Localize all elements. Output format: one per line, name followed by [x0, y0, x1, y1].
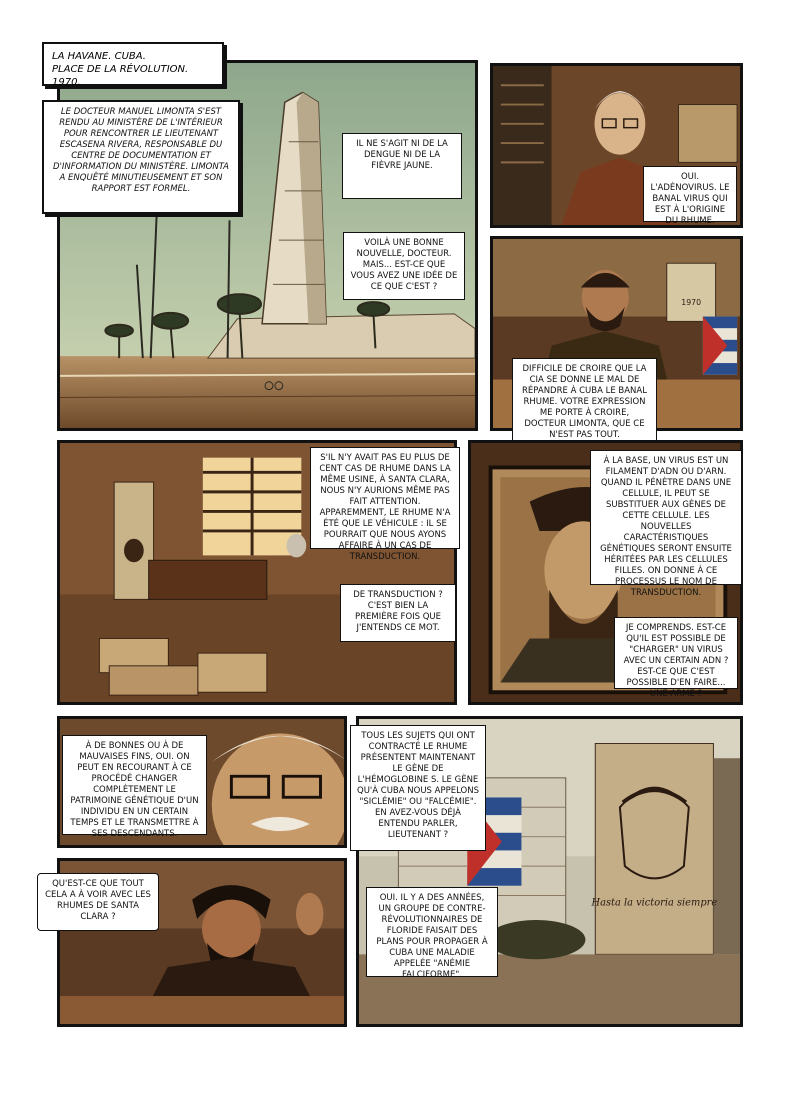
cuban-flag [703, 317, 737, 375]
speech-balloon-arme-question: JE COMPRENDS. EST-CE QU'IL EST POSSIBLE DE "CHARGER" UN VIRUS AVEC UN CERTAIN ADN ? EST-CE QUE C'EST POSSIBLE D'EN FAIRE... UNE ARME ? [614, 617, 738, 689]
speech-balloon-bonne-nouvelle: VOILÀ UNE BONNE NOUVELLE, DOCTEUR. MAIS... EST-CE QUE VOUS AVEZ UNE IDÉE DE CE QUE C'EST ? [343, 232, 465, 300]
speech-balloon-transduction-question: DE TRANSDUCTION ? C'EST BIEN LA PREMIÈRE FOIS QUE J'ENTENDS CE MOT. [340, 584, 456, 642]
speech-balloon-cia: DIFFICILE DE CROIRE QUE LA CIA SE DONNE LE MAL DE RÉPANDRE À CUBA LE BANAL RHUME. VOTRE EXPRESSION ME PORTE À CROIRE, DOCTEUR LIMONTA, QUE CE N'EST PAS TOUT. [512, 358, 657, 441]
speech-balloon-rhumes-santa-clara: QU'EST-CE QUE TOUT CELA A À VOIR AVEC LES RHUMES DE SANTA CLARA ? [37, 873, 159, 931]
speech-balloon-bonnes-fins: À DE BONNES OU À DE MAUVAISES FINS, OUI. ON PEUT EN RECOURANT À CE PROCÉDÉ CHANGER COMPLÈTEMENT LE PATRIMOINE GÉNÉTIQUE D'UN INDIVIDU EN UN CERTAIN TEMPS ET LE TRANSMETTRE À SES DESCENDANTS. [62, 735, 207, 835]
speech-balloon-dengue: IL NE S'AGIT NI DE LA DENGUE NI DE LA FIÈVRE JAUNE. [342, 133, 462, 199]
speech-balloon-anemie: OUI. IL Y A DES ANNÉES, UN GROUPE DE CONTRE-RÉVOLUTIONNAIRES DE FLORIDE FAISAIT DES PLANS POUR PROPAGER À CUBA UNE MALADIE APPELÉE "ANÉMIE FALCIFORME". [366, 887, 498, 977]
narration-caption-limonta: LE DOCTEUR MANUEL LIMONTA S'EST RENDU AU MINISTÈRE DE L'INTÉRIEUR POUR RENCONTRER LE LIEUTENANT ESCASENA RIVERA, RESPONSABLE DU CENTRE DE DOCUMENTATION ET D'INFORMATION DU MINISTÈRE. LIMONTA A ENQUÊTÉ MINUTIEUSEMENT ET SON RAPPORT EST FORMEL. [42, 100, 240, 214]
calendar-year: 1970 [681, 297, 702, 307]
speech-balloon-virus-adn: À LA BASE, UN VIRUS EST UN FILAMENT D'ADN OU D'ARN. QUAND IL PÉNÈTRE DANS UNE CELLULE, IL PEUT SE SUBSTITUER AUX GÈNES DE CETTE CELLULE. LES NOUVELLES CARACTÉRISTIQUES GÉNÉTIQUES SERONT ENSUITE HÉRITÉES PAR LES CELLULES FILLES. ON DONNE À CE PROCESSUS LE NOM DE TRANSDUCTION. [590, 450, 742, 585]
mural-slogan: Hasta la victoria siempre [591, 897, 718, 909]
speech-balloon-rhume-usine: S'IL N'Y AVAIT PAS EU PLUS DE CENT CAS DE RHUME DANS LA MÊME USINE, À SANTA CLARA, NOUS N'Y AURIONS MÊME PAS FAIT ATTENTION. APPAREMMENT, LE RHUME N'A ÉTÉ QUE LE VÉHICULE : IL SE POURRAIT QUE NOUS AYONS AFFAIRE À UN CAS DE TRANSDUCTION. [310, 447, 460, 549]
speech-balloon-hemoglobine: TOUS LES SUJETS QUI ONT CONTRACTÉ LE RHUME PRÉSENTENT MAINTENANT LE GÈNE DE L'HÉMOGLOBINE S. LE GÈNE QU'À CUBA NOUS APPELONS "SICLÉMIE" OU "FALCÉMIE". EN AVEZ-VOUS DÉJÀ ENTENDU PARLER, LIEUTENANT ? [350, 725, 486, 851]
location-line-1: LA HAVANE. CUBA. [52, 51, 146, 62]
location-caption [42, 42, 224, 86]
speech-balloon-adenovirus: OUI. L'ADÉNOVIRUS. LE BANAL VIRUS QUI EST À L'ORIGINE DU RHUME. [643, 166, 737, 222]
location-line-2: PLACE DE LA RÉVOLUTION. 1970. [52, 64, 189, 88]
